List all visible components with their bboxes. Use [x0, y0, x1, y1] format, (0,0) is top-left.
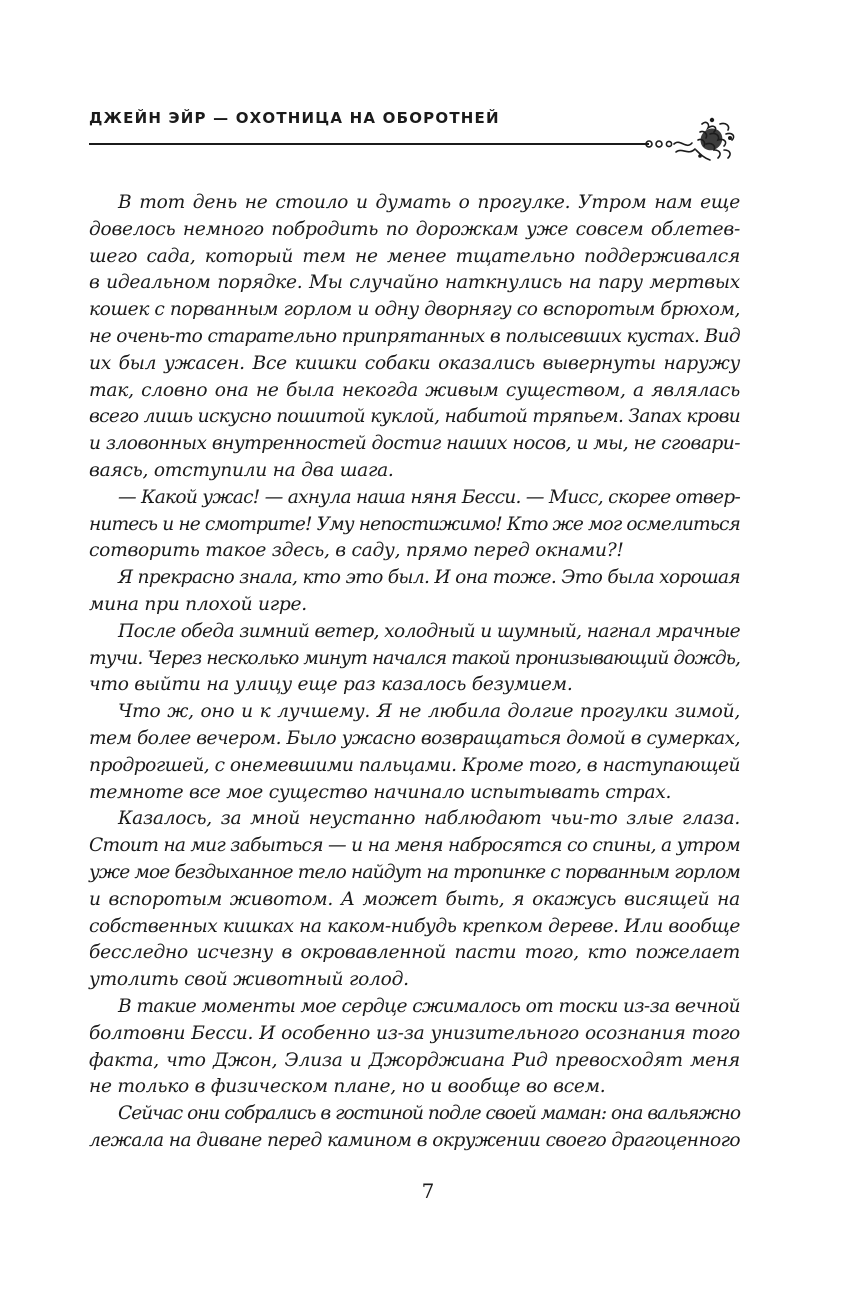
- text-line: не только в физическом плане, но и вообще во всем.: [89, 1076, 606, 1098]
- text-line: кошек с порванным горлом и одну дворнягу со вспоротым брюхом,: [89, 299, 740, 321]
- text-line: бесследно исчезну в окровавленной пасти того, кто пожелает: [89, 942, 740, 964]
- text-line: тучи. Через несколько минут начался такой пронизывающий дождь,: [89, 647, 740, 669]
- text-line: лежала на диване перед камином в окружении своего драгоценного: [89, 1129, 740, 1151]
- text-line: шего сада, который тем не менее тщательно поддерживался: [89, 245, 740, 267]
- text-line: болтовни Бесси. И особенно из-за унизительного осознания того: [89, 1022, 740, 1044]
- text-line: темноте все мое существо начинало испытывать страх.: [89, 781, 672, 803]
- text-line: Стоит на миг забыться — и на меня набросятся со спины, а утром: [89, 835, 740, 857]
- text-line: тем более вечером. Было ужасно возвращаться домой в сумерках,: [89, 727, 741, 749]
- text-line: В такие моменты мое сердце сжималось от тоски из-за вечной: [118, 995, 740, 1017]
- text-line: уже мое бездыханное тело найдут на тропинке с порванным горлом: [89, 861, 740, 883]
- text-line: так, словно она не была некогда живым существом, а являлась: [89, 379, 740, 401]
- text-line: мина при плохой игре.: [89, 593, 307, 615]
- text-line: Что ж, оно и к лучшему. Я не любила долгие прогулки зимой,: [118, 701, 740, 723]
- text-line: сотворить такое здесь, в саду, прямо перед окнами?!: [89, 540, 624, 562]
- text-line: их был ужасен. Все кишки собаки оказались вывернуты наружу: [89, 352, 740, 374]
- header-rule: [89, 143, 649, 145]
- body-text: [89, 190, 740, 1155]
- text-line: довелось немного побродить по дорожкам уже совсем облетев-: [89, 218, 740, 240]
- text-line: После обеда зимний ветер, холодный и шумный, нагнал мрачные: [118, 620, 740, 642]
- text-line: и вспоротым животом. А может быть, я окажусь висящей на: [89, 888, 740, 910]
- floral-vignette-icon: [640, 110, 740, 166]
- text-line: в идеальном порядке. Мы случайно наткнулись на пару мертвых: [89, 272, 740, 294]
- page-number: 7: [421, 1179, 435, 1203]
- text-line: и зловонных внутренностей достиг наших носов, и мы, не сговари-: [89, 433, 740, 455]
- text-line: В тот день не стоило и думать о прогулке. Утром нам еще: [118, 192, 740, 213]
- text-line: всего лишь искусно пошитой куклой, набитой тряпьем. Запах крови: [89, 406, 740, 428]
- text-line: — Какой ужас! — ахнула наша няня Бесси. — Мисс, скорее отвер-: [118, 486, 740, 508]
- text-line: Я прекрасно знала, кто это был. И она тоже. Это была хорошая: [118, 567, 740, 589]
- text-line: ваясь, отступили на два шага.: [89, 459, 394, 481]
- text-line: факта, что Джон, Элиза и Джорджиана Рид превосходят меня: [89, 1049, 740, 1071]
- text-line: продрогшей, с онемевшими пальцами. Кроме того, в наступающей: [89, 754, 740, 776]
- text-line: что выйти на улицу еще раз казалось безумием.: [89, 674, 573, 696]
- text-line: Сейчас они собрались в гостиной подле своей маман: она вальяжно: [118, 1103, 740, 1125]
- text-line: утолить свой животный голод.: [89, 969, 409, 991]
- text-line: Казалось, за мной неустанно наблюдают чьи-то злые глаза.: [118, 808, 740, 830]
- text-line: нитесь и не смотрите! Уму непостижимо! Кто же мог осмелиться: [89, 513, 740, 535]
- running-head-title: ДЖЕЙН ЭЙР — ОХОТНИЦА НА ОБОРОТНЕЙ: [89, 109, 500, 127]
- text-line: не очень-то старательно припрятанных в полысевших кустах. Вид: [89, 325, 740, 347]
- text-line: собственных кишках на каком-нибудь крепком дереве. Или вообще: [89, 915, 741, 937]
